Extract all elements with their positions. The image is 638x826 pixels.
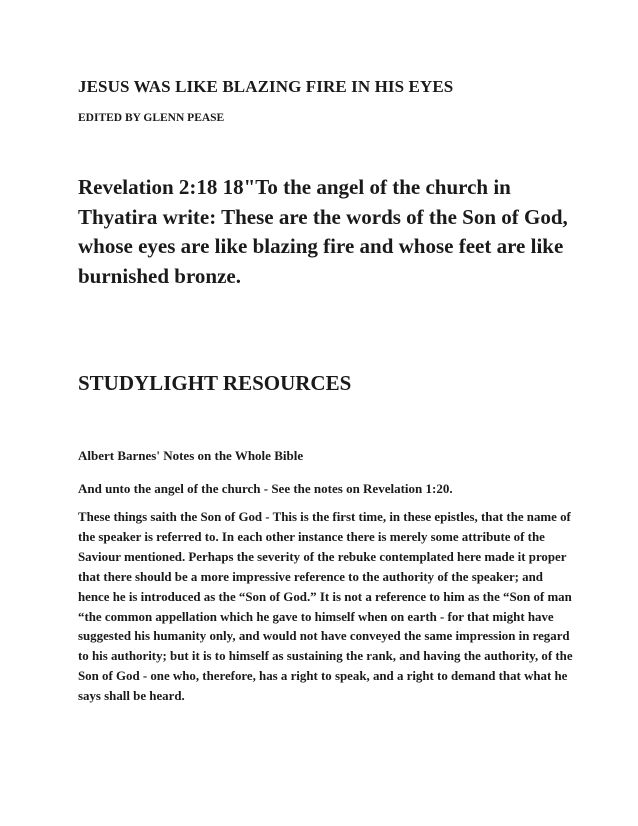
commentary-note-line: And unto the angel of the church - See the notes on Revelation 1:20. [78, 481, 453, 496]
scripture-verse: Revelation 2:18 18"To the angel of the church in Thyatira write: These are the words of the Son of God, whose eyes are like blazing fire and whose feet are like burnished bronze. [78, 175, 568, 288]
document-subtitle: EDITED BY GLENN PEASE [78, 112, 225, 124]
section-heading: STUDYLIGHT RESOURCES [78, 371, 352, 395]
commentary-source-name: Albert Barnes' Notes on the Whole Bible [78, 448, 304, 463]
commentary-paragraph: These things saith the Son of God - This is the first time, in these epistles, that the name of the speaker is referred to. In each other instance there is merely some attribute of the Saviour mentioned. Perhaps the severity of the rebuke contemplated here made it proper that there should be a more impressive reference to the authority of the speaker; and hence he is introduced as the “Son of God.” It is not a reference to him as the “Son of man “the common appellation which he gave to himself when on earth - for that might have suggested his humanity only, and would not have conveyed the same impression in regard to his authority; but it is to himself as sustaining the rank, and having the authority, of the Son of God - one who, therefore, has a right to speak, and a right to demand that what he says shall be heard. [78, 510, 573, 704]
document-title: JESUS WAS LIKE BLAZING FIRE IN HIS EYES [78, 77, 454, 96]
